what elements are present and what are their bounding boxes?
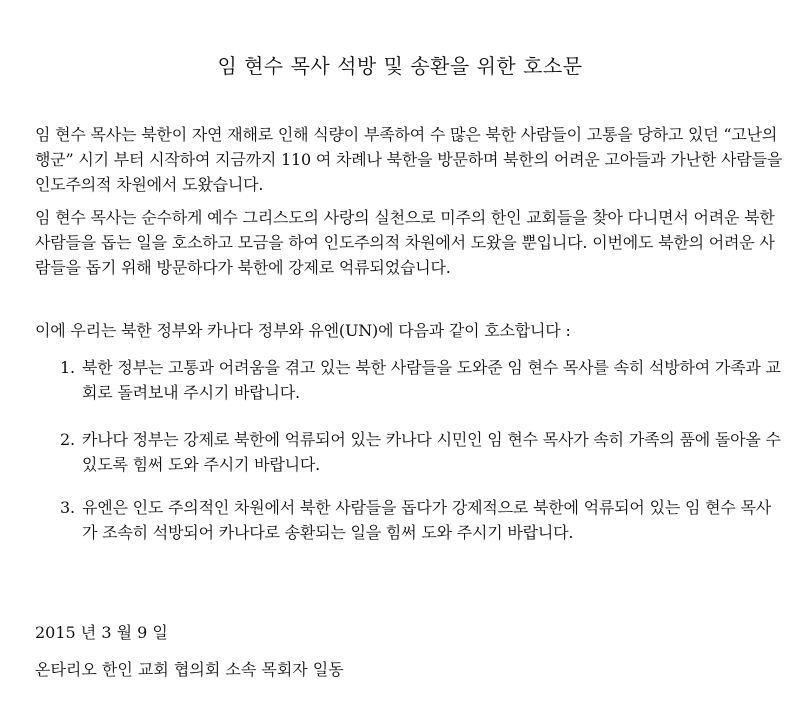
list-number: 1. — [60, 358, 75, 377]
paragraph-humanitarian: 임 현수 목사는 순수하게 예수 그리스도의 사랑의 실천으로 미주의 한인 교회들을 찾아 다니면서 어려운 북한 사람들을 돕는 일을 호소하고 모금을 하여 인도주의적 차원에서 도왔을 뿐입니다. 이번에도 북한의 어려운 사람들을 돕기 위해 방문하다가 북한에 강제로 억류되었습니다. — [35, 208, 775, 277]
list-item-text: 유엔은 인도 주의적인 차원에서 북한 사람들을 돕다가 강제적으로 북한에 억류되어 있는 임 현수 목사가 조속히 석방되어 카나다로 송환되는 일을 힘써 도와 주시기 바랍니다. — [82, 498, 772, 542]
paragraph-appeal-intro: 이에 우리는 북한 정부와 카나다 정부와 유엔(UN)에 다음과 같이 호소합니다 : — [35, 321, 571, 340]
list-item-text: 북한 정부는 고통과 어려움을 겪고 있는 북한 사람들을 도와준 임 현수 목사를 속히 석방하여 가족과 교회로 돌려보내 주시기 바랍니다. — [82, 358, 781, 402]
document-date: 2015 년 3 월 9 일 — [35, 623, 168, 642]
list-item-text: 카나다 정부는 강제로 북한에 억류되어 있는 카나다 시민인 임 현수 목사가 속히 가족의 품에 돌아올 수 있도록 힘써 도와 주시기 바랍니다. — [82, 430, 781, 474]
document-title: 임 현수 목사 석방 및 송환을 위한 호소문 — [217, 54, 583, 78]
paragraph-background: 임 현수 목사는 북한이 자연 재해로 인해 식량이 부족하여 수 많은 북한 사람들이 고통을 당하고 있던 “고난의 행군” 시기 부터 시작하여 지금까지 110 여 차례나 북한을 방문하며 북한의 어려운 고아들과 가난한 사람들을 인도주의적 차원에서 도왔습니다. — [35, 125, 783, 194]
list-number: 2. — [60, 430, 75, 449]
signatory: 온타리오 한인 교회 협의회 소속 목회자 일동 — [35, 660, 344, 679]
list-number: 3. — [60, 498, 75, 517]
